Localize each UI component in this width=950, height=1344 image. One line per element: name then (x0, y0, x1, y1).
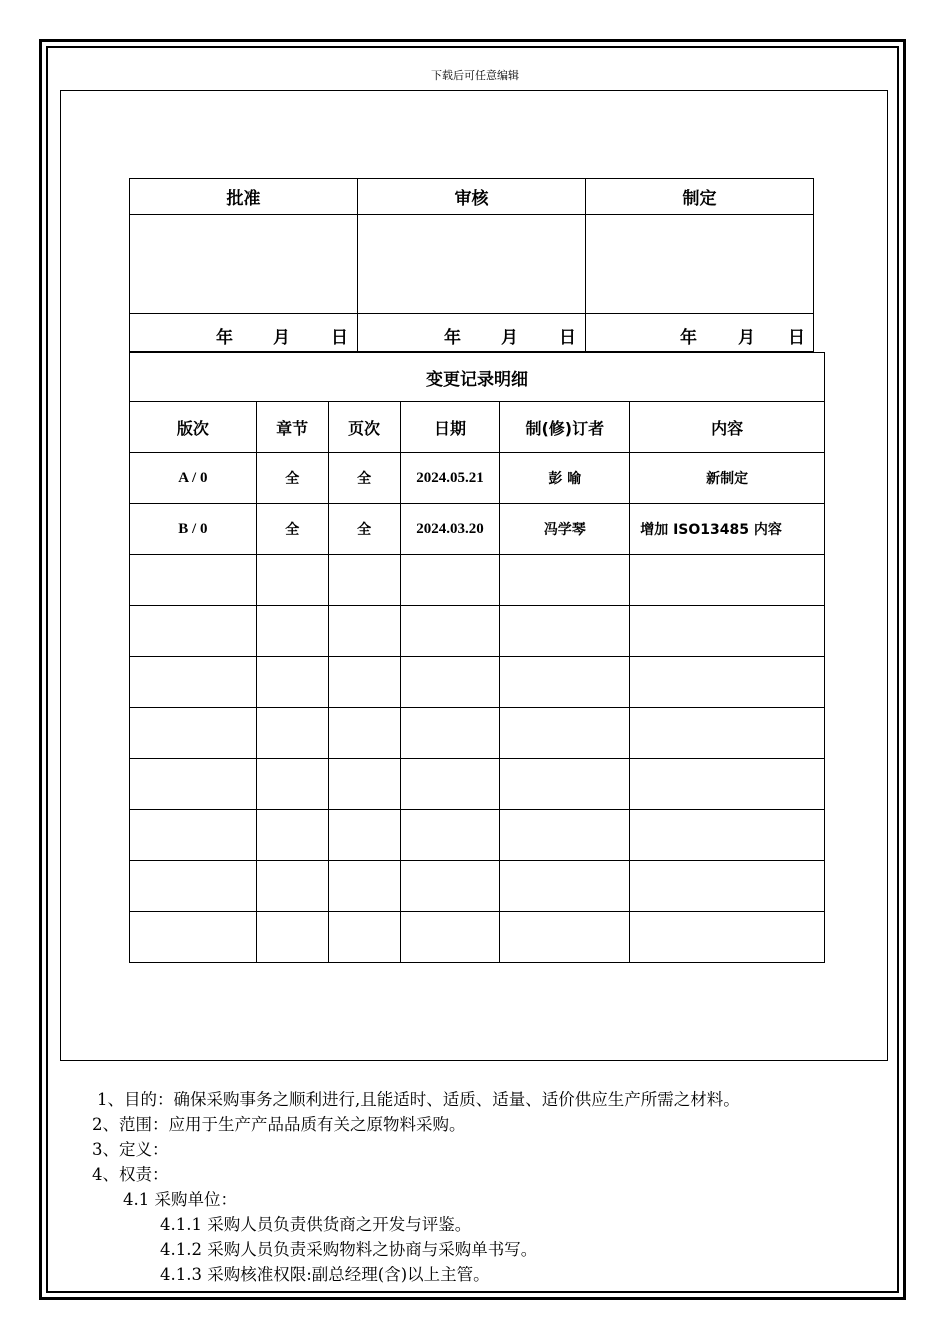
row-chapter: 全 (256, 504, 328, 555)
row-date: 2024.03.20 (400, 504, 500, 555)
col-header-content: 内容 (630, 402, 825, 453)
review-signature-cell (358, 215, 586, 314)
empty-row (130, 708, 825, 759)
year-label: 年 (444, 328, 461, 348)
day-label: 日 (331, 328, 348, 348)
approve-header: 批准 (130, 179, 358, 215)
prepare-date-cell (586, 314, 814, 352)
review-date-cell (358, 314, 586, 352)
section-4-1-1-line: 4.1.1 采购人员负责供货商之开发与评鉴。 (160, 1215, 472, 1234)
row-content: 增加 ISO13485 内容 (630, 504, 825, 555)
row-date: 2024.05.21 (400, 453, 500, 504)
empty-row (130, 606, 825, 657)
col-header-version: 版次 (130, 402, 257, 453)
header-note: 下载后可任意编辑 (431, 69, 519, 82)
year-label: 年 (680, 328, 697, 348)
empty-row (130, 657, 825, 708)
row-author: 彭 喻 (500, 453, 630, 504)
day-label: 日 (559, 328, 576, 348)
approval-table (129, 178, 814, 352)
col-header-date: 日期 (400, 402, 500, 453)
empty-row (130, 861, 825, 912)
empty-row (130, 759, 825, 810)
day-label: 日 (788, 328, 805, 348)
col-header-chapter: 章节 (256, 402, 328, 453)
row-author: 冯学琴 (500, 504, 630, 555)
month-label: 月 (501, 328, 518, 348)
section-4-1-line: 4.1 采购单位： (123, 1190, 237, 1209)
review-header: 审核 (358, 179, 586, 215)
change-record-table (129, 352, 825, 963)
change-record-title: 变更记录明细 (130, 353, 825, 402)
row-version: B / 0 (130, 504, 257, 555)
month-label: 月 (273, 328, 290, 348)
row-version: A / 0 (130, 453, 257, 504)
table-row (130, 504, 825, 555)
col-header-page: 页次 (328, 402, 400, 453)
empty-row (130, 810, 825, 861)
section-4-1-3-line: 4.1.3 采购核准权限:副总经理(含)以上主管。 (160, 1265, 490, 1284)
table-row (130, 453, 825, 504)
row-page: 全 (328, 504, 400, 555)
row-chapter: 全 (256, 453, 328, 504)
empty-row (130, 912, 825, 963)
scope-line: 2、范围：应用于生产产品品质有关之原物料采购。 (92, 1115, 466, 1134)
row-page: 全 (328, 453, 400, 504)
prepare-signature-cell (586, 215, 814, 314)
approve-date-cell (130, 314, 358, 352)
definition-line: 3、定义： (92, 1140, 169, 1159)
responsibility-line: 4、权责： (92, 1165, 169, 1184)
purpose-line: 1、目的：确保采购事务之顺利进行,且能适时、适质、适量、适价供应生产所需之材料。 (97, 1090, 740, 1109)
year-label: 年 (216, 328, 233, 348)
prepare-header: 制定 (586, 179, 814, 215)
row-content: 新制定 (630, 453, 825, 504)
approve-signature-cell (130, 215, 358, 314)
section-4-1-2-line: 4.1.2 采购人员负责采购物料之协商与采购单书写。 (160, 1240, 538, 1259)
empty-row (130, 555, 825, 606)
col-header-author: 制(修)订者 (500, 402, 630, 453)
month-label: 月 (738, 328, 755, 348)
